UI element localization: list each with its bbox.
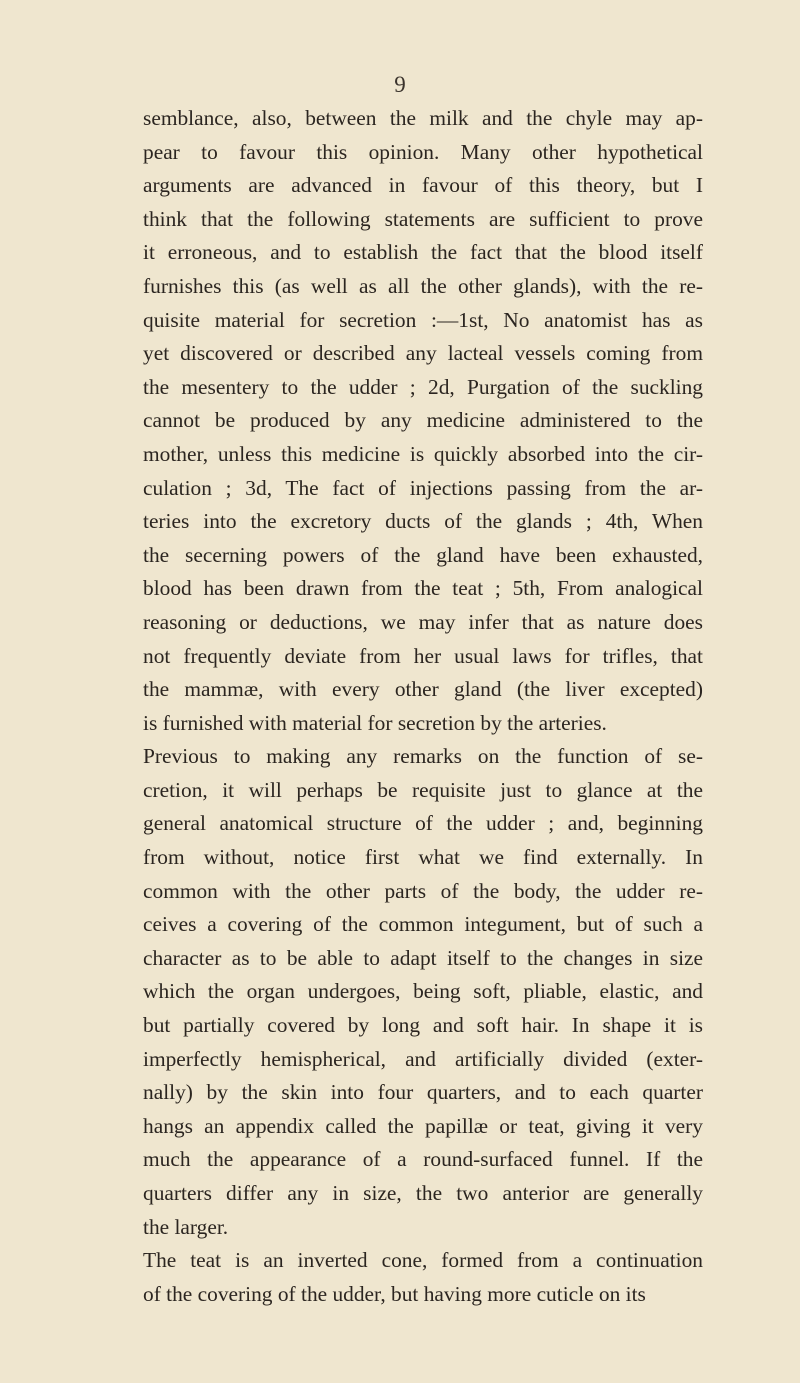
page-number: 9 bbox=[394, 72, 406, 97]
text-line: culation ; 3d, The fact of injections passing from the ar- bbox=[143, 475, 703, 500]
text-line: is furnished with material for secretion by the arteries. bbox=[143, 710, 607, 735]
text-line: general anatomical structure of the udder ; and, beginning bbox=[143, 811, 703, 836]
text-line: the mammæ, with every other gland (the liver excepted) bbox=[143, 677, 703, 702]
text-line: it erroneous, and to establish the fact that the blood itself bbox=[143, 240, 703, 265]
text-line: think that the following statements are sufficient to prove bbox=[143, 206, 703, 231]
text-line: hangs an appendix called the papillæ or teat, giving it very bbox=[143, 1113, 703, 1138]
text-line: pear to favour this opinion. Many other hypothetical bbox=[143, 139, 703, 164]
text-line: yet discovered or described any lacteal vessels coming from bbox=[143, 341, 703, 366]
text-line: nally) by the skin into four quarters, and to each quarter bbox=[143, 1080, 703, 1105]
text-line: The teat is an inverted cone, formed from a continuation bbox=[143, 1248, 703, 1273]
text-line: the mesentery to the udder ; 2d, Purgation of the suckling bbox=[143, 374, 703, 399]
text-line: teries into the excretory ducts of the glands ; 4th, When bbox=[143, 509, 703, 534]
text-line: arguments are advanced in favour of this theory, but I bbox=[143, 173, 703, 198]
text-line: but partially covered by long and soft hair. In shape it is bbox=[143, 1013, 703, 1038]
text-line: the larger. bbox=[143, 1214, 229, 1239]
text-line: character as to be able to adapt itself to the changes in size bbox=[143, 945, 703, 970]
body-text bbox=[143, 102, 703, 1311]
text-line: quarters differ any in size, the two anterior are generally bbox=[143, 1181, 703, 1205]
text-line: from without, notice first what we find externally. In bbox=[143, 845, 703, 870]
text-line: ceives a covering of the common integument, but of such a bbox=[143, 912, 703, 937]
text-line: cannot be produced by any medicine administered to the bbox=[143, 408, 703, 433]
text-line: cretion, it will perhaps be requisite just to glance at the bbox=[143, 777, 703, 802]
text-line: not frequently deviate from her usual laws for trifles, that bbox=[143, 643, 703, 668]
text-line: of the covering of the udder, but having more cuticle on its bbox=[143, 1281, 646, 1306]
text-line: semblance, also, between the milk and the chyle may ap- bbox=[143, 106, 703, 130]
text-line: furnishes this (as well as all the other glands), with the re- bbox=[143, 273, 703, 298]
text-line: reasoning or deductions, we may infer that as nature does bbox=[143, 609, 703, 634]
text-line: imperfectly hemispherical, and artificially divided (exter- bbox=[143, 1046, 703, 1071]
text-line: common with the other parts of the body, the udder re- bbox=[143, 878, 703, 903]
text-line: Previous to making any remarks on the function of se- bbox=[143, 744, 703, 769]
text-line: mother, unless this medicine is quickly absorbed into the cir- bbox=[143, 441, 703, 466]
text-line: much the appearance of a round-surfaced funnel. If the bbox=[143, 1147, 703, 1172]
text-line: which the organ undergoes, being soft, pliable, elastic, and bbox=[143, 979, 703, 1004]
text-line: blood has been drawn from the teat ; 5th, From analogical bbox=[143, 576, 703, 601]
text-line: quisite material for secretion :—1st, No anatomist has as bbox=[143, 307, 703, 332]
text-line: the secerning powers of the gland have been exhausted, bbox=[143, 542, 703, 567]
